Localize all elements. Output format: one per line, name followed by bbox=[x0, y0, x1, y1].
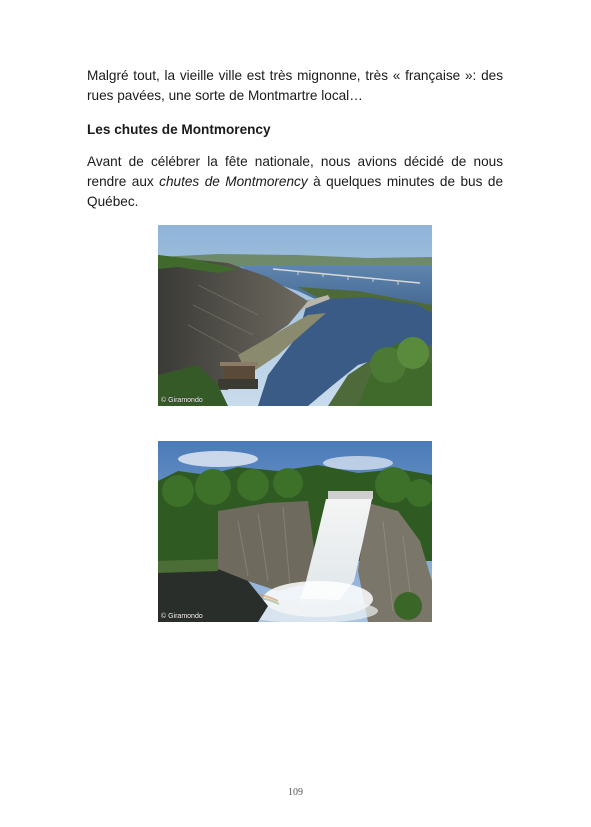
waterfall-image bbox=[158, 441, 432, 622]
paragraph-text-after: à quelques minutes de bus de Québec. bbox=[87, 174, 504, 209]
photo-credit: © Giramondo bbox=[161, 397, 203, 404]
paragraph-montmorency bbox=[87, 152, 503, 212]
photo-credit: © Giramondo bbox=[161, 613, 203, 620]
photo-waterfall bbox=[158, 441, 432, 622]
section-heading: Les chutes de Montmorency bbox=[87, 122, 271, 137]
paragraph-old-town: Malgré tout, la vieille ville est très mignonne, très « française »: des rues pavées, une sorte de Montmartre local… bbox=[87, 68, 503, 103]
paragraph-emphasis: chutes de Montmorency bbox=[159, 174, 308, 189]
river-valley-image bbox=[158, 225, 432, 406]
paragraph-text-before: Avant de célébrer la fête nationale, nous avions décidé de nous rendre aux bbox=[87, 154, 503, 189]
page-number: 109 bbox=[288, 787, 303, 798]
photo-river-valley bbox=[158, 225, 432, 406]
